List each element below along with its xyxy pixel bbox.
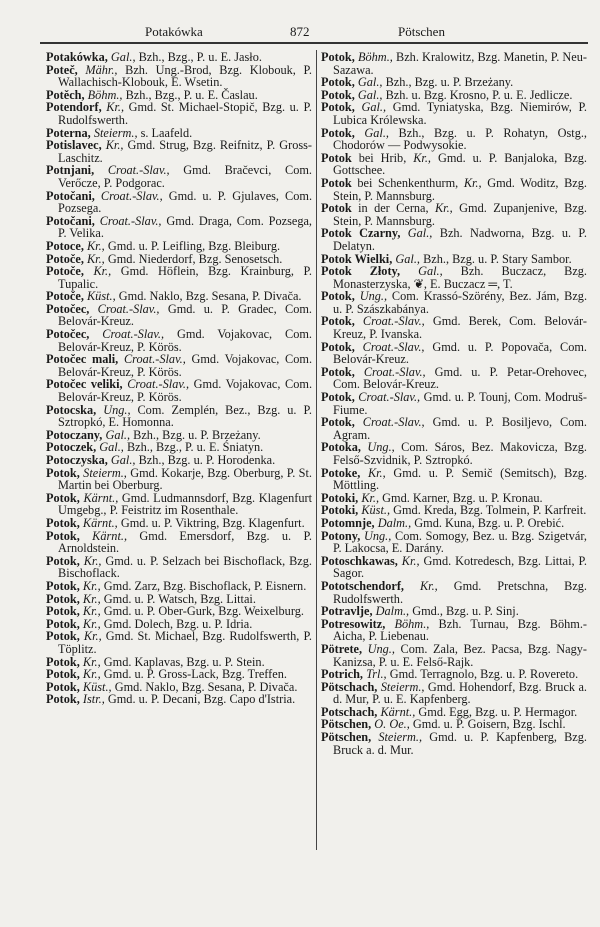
entry-region: Croat.-Slav., bbox=[362, 415, 425, 430]
entry-name: Pototschendorf, bbox=[321, 578, 404, 593]
entry-region: Gal., bbox=[364, 125, 389, 140]
entry-name: Potrich, bbox=[321, 667, 364, 682]
entry-name: Potoče, bbox=[46, 289, 84, 304]
entry-name: Pötrete, bbox=[321, 641, 363, 656]
gazetteer-entry bbox=[46, 215, 312, 240]
entry-region: Gal., bbox=[99, 440, 124, 455]
entry-details: Gmd. Naklo, Bzg. Sesana, P. Divača. bbox=[118, 289, 302, 304]
entry-region: Gal., bbox=[361, 100, 387, 115]
gazetteer-entry bbox=[321, 202, 587, 227]
entry-details: Bzh., Bzg. u. P. Brzeżany. bbox=[385, 75, 514, 90]
entry-details: Bzh., Bzg., P. u. E. Jasło. bbox=[138, 50, 262, 64]
entry-details: Gmd. u. P. Goisern, Bzg. Ischl. bbox=[412, 717, 566, 732]
entry-region: Kr., bbox=[82, 616, 101, 631]
entry-details: Gmd. u. P. Petar-Orehovec, Com. Belovár-Kreuz. bbox=[333, 364, 587, 392]
entry-region: Kr., bbox=[463, 175, 482, 190]
entry-details: Gmd. St. Michael, Bzg. Rudolfswerth, P. Töplitz. bbox=[58, 629, 313, 656]
gazetteer-entry bbox=[46, 353, 312, 378]
entry-region: Kr., bbox=[82, 604, 101, 619]
entry-details: Gmd. u. P. Watsch, Bzg. Littai. bbox=[103, 591, 256, 606]
entry-name: Potok, bbox=[46, 679, 80, 694]
entry-details: Gmd. u. P. Gross-Lack, Bzg. Treffen. bbox=[103, 667, 287, 682]
entry-details: Bzh., Bzg. u. P. Brzeżany. bbox=[133, 427, 261, 442]
gazetteer-entry bbox=[46, 101, 312, 126]
entry-name: Potschach, bbox=[321, 704, 378, 719]
entry-name: Potok Czarny, bbox=[321, 226, 401, 241]
entry-name: Potočani, bbox=[46, 213, 95, 228]
entry-name: Potok, bbox=[46, 629, 80, 644]
entry-name: Potok, bbox=[321, 50, 355, 64]
gazetteer-entry bbox=[321, 643, 587, 668]
entry-name: Potislavec, bbox=[46, 138, 102, 153]
entry-name: Potok, bbox=[46, 490, 80, 505]
entry-name: Potoče, bbox=[46, 264, 84, 279]
entry-name: Potok, bbox=[46, 591, 80, 606]
entry-details: Com. Sáros, Bez. Makovicza, Bzg. Felső-Szvidnik, P. Sztropkó. bbox=[333, 440, 587, 467]
entry-details: Gmd. u. P. Gradec, Com. Belovár-Kreuz. bbox=[58, 301, 313, 329]
entry-details: Gmd. St. Michael-Stopič, Bzg. u. P. Rudolfswerth. bbox=[58, 100, 312, 127]
entry-region: Kärnt., bbox=[92, 528, 128, 543]
entry-region: Kr., bbox=[82, 591, 101, 606]
entry-details: Com. Somogy, Bez. u. Bzg. Szigetvár, P. Lakocsa, E. Darány. bbox=[333, 528, 587, 556]
gazetteer-entry bbox=[321, 152, 587, 177]
gazetteer-entry bbox=[321, 681, 587, 706]
gazetteer-entry bbox=[321, 290, 587, 315]
gazetteer-entry bbox=[321, 416, 587, 441]
entry-name: Potok, bbox=[321, 289, 355, 304]
entry-region: Ung., bbox=[367, 641, 395, 656]
entry-region: Dalm., bbox=[375, 604, 410, 619]
entry-details: Gmd. Tyniatyska, Bzg. Niemirów, P. Lubica Królewska. bbox=[333, 100, 588, 127]
gazetteer-entry bbox=[46, 164, 312, 189]
entry-region: Croat.-Slav., bbox=[99, 213, 162, 228]
entry-details: Gmd., Bzg. u. P. Sinj. bbox=[412, 604, 519, 619]
gazetteer-entry bbox=[321, 467, 587, 492]
entry-name: Poteč, bbox=[46, 62, 78, 77]
entry-name: Potok, bbox=[46, 604, 80, 619]
entry-region: Gal., bbox=[110, 50, 136, 64]
entry-details: Gmd. Dolech, Bzg. u. P. Idria. bbox=[103, 616, 253, 631]
entry-name: Potok, bbox=[321, 125, 355, 140]
entry-details: Gmd. Woditz, Bzg. Stein, P. Mannsburg. bbox=[333, 175, 587, 203]
entry-region: Steierm., bbox=[378, 730, 423, 745]
entry-details: Gmd. Kaplavas, Bzg. u. P. Stein. bbox=[103, 654, 265, 669]
entry-region: Steierm., bbox=[83, 465, 127, 480]
entry-name: Potoschkawas, bbox=[321, 553, 398, 568]
entry-details: Com. Krassó-Szörény, Bez. Jám, Bzg. u. P. Szászkabánya. bbox=[333, 289, 588, 316]
entry-region: Croat.-Slav., bbox=[107, 163, 170, 178]
entry-region: Croat.-Slav., bbox=[362, 339, 425, 354]
gazetteer-entry bbox=[46, 64, 312, 89]
entry-region: Gal., bbox=[357, 87, 383, 102]
entry-region: Kr., bbox=[82, 654, 101, 669]
entry-details: Gmd. u. P. Viktring, Bzg. Klagenfurt. bbox=[120, 515, 305, 530]
entry-details: Gmd. Karner, Bzg. u. P. Kronau. bbox=[382, 490, 543, 505]
entry-region: O. Oe., bbox=[374, 717, 410, 732]
entry-region: Gal., bbox=[105, 427, 131, 442]
entry-region: Gal., bbox=[407, 226, 433, 241]
entry-name: Potok, bbox=[46, 616, 80, 631]
entry-region: Kr., bbox=[413, 150, 432, 165]
entry-name: Potoka, bbox=[321, 440, 361, 455]
entry-region: Kr., bbox=[93, 264, 112, 279]
entry-region: Croat.-Slav., bbox=[100, 188, 163, 203]
entry-details: Bzh. Ung.-Brod, Bzg. Klobouk, P. Wallachisch-Klobouk, E. Wsetin. bbox=[58, 62, 313, 90]
entry-name: Potravlje, bbox=[321, 604, 373, 619]
entry-region: Croat.-Slav., bbox=[102, 327, 165, 342]
entry-name: Potnjani, bbox=[46, 163, 95, 178]
entry-details: Gmd. u. P. Semič (Semitsch), Bzg. Möttling. bbox=[333, 465, 588, 493]
entry-name: Potok, bbox=[46, 528, 80, 543]
entry-region: Kr., bbox=[83, 553, 102, 568]
entry-details: Gmd. u. P. Ober-Gurk, Bzg. Weixelburg. bbox=[103, 604, 304, 619]
entry-details: Gmd. u. P. Kapfenberg, Bzg. Bruck a. d. Mur. bbox=[333, 730, 587, 757]
right-column bbox=[321, 51, 587, 756]
entry-region: Trl., bbox=[366, 667, 387, 682]
gazetteer-entry bbox=[46, 630, 312, 655]
gazetteer-entry bbox=[321, 341, 587, 366]
entry-region: Kr., bbox=[106, 100, 125, 115]
entry-name-suffix: in der Cerna, bbox=[351, 201, 429, 216]
entry-region: Ung., bbox=[363, 528, 392, 543]
entry-region: Kr., bbox=[83, 629, 102, 644]
entry-details: Gmd. u. P. Bosiljevo, Com. Agram. bbox=[333, 415, 587, 442]
entry-details: Gmd. u. P. Gjulaves, Com. Pozsega. bbox=[58, 188, 313, 216]
entry-details: Gmd. Berek, Com. Belovár-Kreuz, P. Ivanska. bbox=[333, 314, 587, 342]
entry-region: Kr., bbox=[82, 667, 101, 682]
entry-region: Kr., bbox=[86, 238, 105, 253]
entry-name: Poterna, bbox=[46, 125, 91, 140]
entry-details: Gmd. Kuna, Bzg. u. P. Orebić. bbox=[414, 515, 565, 530]
entry-details: Bzh. Buczacz, Bzg. Monasterzyska, ❦, E. Buczacz ═, T. bbox=[333, 264, 587, 291]
entry-name: Potoczyska, bbox=[46, 453, 108, 467]
gazetteer-entry bbox=[46, 555, 312, 580]
gazetteer-entry bbox=[46, 303, 312, 328]
gazetteer-entry bbox=[46, 265, 312, 290]
entry-details: Gmd. Kreda, Bzg. Tolmein, P. Karfreit. bbox=[393, 503, 587, 518]
gazetteer-entry bbox=[321, 265, 587, 290]
entry-region: Croat.-Slav., bbox=[97, 301, 160, 316]
entry-details: Gmd. Egg, Bzg. u. P. Hermagor. bbox=[418, 704, 578, 719]
entry-name-suffix: bei Hrib, bbox=[351, 150, 407, 165]
entry-region: Gal., bbox=[395, 251, 420, 266]
entry-name: Potoki, bbox=[321, 490, 359, 505]
entry-details: Bzh., Bzg., P. u. E. Śniatyn. bbox=[126, 440, 264, 455]
entry-name: Potomnje, bbox=[321, 515, 375, 530]
entry-region: Ung., bbox=[367, 440, 395, 455]
gazetteer-entry bbox=[46, 328, 312, 353]
entry-details: Bzh., Bzg. u. P. Horodenka. bbox=[138, 453, 276, 467]
entry-details: Bzh., Bzg. u. P. Stary Sambor. bbox=[423, 251, 572, 266]
entry-name: Potok, bbox=[321, 415, 355, 430]
gazetteer-entry bbox=[321, 315, 587, 340]
entry-region: Ung., bbox=[103, 402, 131, 417]
entry-name: Potok bbox=[321, 201, 352, 216]
entry-region: Kr., bbox=[401, 553, 420, 568]
gazetteer-entry bbox=[321, 227, 587, 252]
left-column bbox=[46, 51, 312, 706]
gazetteer-entry bbox=[46, 378, 312, 403]
entry-details: Com. Zala, Bez. Pacsa, Bzg. Nagy-Kanizsa, P. u. E. Felső-Rajk. bbox=[333, 641, 587, 669]
entry-details: Gmd. Zupanjenive, Bzg. Stein, P. Mannsburg. bbox=[333, 201, 588, 228]
running-header-right: Pötschen bbox=[398, 24, 445, 39]
entry-name: Potočec, bbox=[46, 301, 90, 316]
gazetteer-entry bbox=[321, 441, 587, 466]
entry-region: Croat.-Slav., bbox=[123, 352, 186, 367]
entry-region: Kr., bbox=[86, 251, 105, 266]
gazetteer-entry bbox=[46, 467, 312, 492]
gazetteer-entry bbox=[321, 51, 587, 76]
entry-region: Böhm., bbox=[394, 616, 430, 631]
entry-region: Croat.-Slav., bbox=[127, 377, 190, 392]
entry-region: Kr., bbox=[434, 201, 453, 216]
entry-name: Potok, bbox=[321, 314, 355, 329]
gazetteer-entry bbox=[321, 127, 587, 152]
entry-region: Küst., bbox=[86, 289, 116, 304]
entry-details: Gmd. Draga, Com. Pozsega, P. Velika. bbox=[58, 213, 313, 241]
gazetteer-entry bbox=[321, 101, 587, 126]
entry-name: Potočec, bbox=[46, 327, 90, 342]
entry-details: Gmd. u. P. Decani, Bzg. Capo d'Istria. bbox=[107, 692, 296, 707]
entry-region: Steierm., bbox=[93, 125, 138, 140]
entry-name: Pötschen, bbox=[321, 730, 372, 745]
entry-region: Kärnt., bbox=[82, 515, 118, 530]
entry-name: Potok, bbox=[321, 390, 355, 405]
entry-details: Gmd. Pretschna, Bzg. Rudolfswerth. bbox=[333, 578, 588, 606]
gazetteer-entry bbox=[46, 139, 312, 164]
entry-details: Gmd. u. P. Tounj, Com. Modruš-Fiume. bbox=[333, 390, 588, 417]
entry-details: Com. Zemplén, Bez., Bzg. u. P. Sztropkó, E. Homonna. bbox=[58, 402, 312, 430]
entry-name: Potok, bbox=[321, 364, 355, 379]
entry-details: Gmd. Strug, Bzg. Reifnitz, P. Gross-Laschitz. bbox=[58, 138, 313, 165]
entry-region: Kärnt., bbox=[83, 490, 119, 505]
entry-details: Bzh., Bzg. u. P. Rohatyn, Ostg., Chodorów — Podwysokie. bbox=[333, 125, 587, 153]
entry-details: Gmd. Kotredesch, Bzg. Littai, P. Sagor. bbox=[333, 553, 588, 581]
entry-region: Croat.-Slav., bbox=[363, 364, 426, 379]
entry-details: Gmd. u. P. Banjaloka, Bzg. Gottschee. bbox=[333, 150, 587, 178]
entry-details: Gmd. Kokarje, Bzg. Oberburg, P. St. Martin bei Oberburg. bbox=[58, 465, 312, 493]
entry-details: Gmd. Naklo, Bzg. Sesana, P. Divača. bbox=[114, 679, 298, 694]
entry-name: Potoczek, bbox=[46, 440, 97, 455]
entry-name: Potok, bbox=[46, 515, 80, 530]
entry-details: Gmd. Höflein, Bzg. Krainburg, P. Tupalic. bbox=[58, 264, 312, 291]
entry-region: Küst., bbox=[361, 503, 391, 518]
entry-name: Potok bbox=[321, 175, 352, 190]
entry-details: Gmd. Niederdorf, Bzg. Senosetsch. bbox=[107, 251, 283, 266]
entry-region: Kr., bbox=[105, 138, 124, 153]
entry-region: Böhm., bbox=[87, 87, 123, 102]
entry-details: Bzh. u. Bzg. Krosno, P. u. E. Jedlicze. bbox=[385, 87, 573, 102]
entry-name: Potok, bbox=[46, 465, 80, 480]
entry-name: Potocska, bbox=[46, 402, 97, 417]
entry-region: Steierm., bbox=[380, 679, 425, 694]
gazetteer-entry bbox=[321, 391, 587, 416]
entry-name: Potoczany, bbox=[46, 427, 103, 442]
entry-name: Potok, bbox=[321, 339, 355, 354]
entry-name: Potok Wielki, bbox=[321, 251, 393, 266]
entry-name: Potočec veliki, bbox=[46, 377, 123, 392]
entry-name: Potony, bbox=[321, 528, 361, 543]
entry-region: Istr., bbox=[82, 692, 105, 707]
entry-name: Potok, bbox=[321, 87, 355, 102]
entry-name: Potok, bbox=[321, 100, 355, 115]
entry-region: Dalm., bbox=[377, 515, 412, 530]
entry-details: s. Laafeld. bbox=[140, 125, 193, 140]
entry-details: Gmd. Emersdorf, Bzg. u. P. Arnoldstein. bbox=[58, 528, 313, 556]
entry-region: Böhm., bbox=[358, 50, 393, 64]
entry-details: Gmd. Hohendorf, Bzg. Bruck a. d. Mur, P. u. E. Kapfenberg. bbox=[333, 679, 587, 707]
entry-name: Potok, bbox=[46, 553, 80, 568]
entry-details: Gmd. Vojakovac, Com. Belovár-Kreuz, P. Körös. bbox=[58, 377, 313, 405]
entry-region: Ung., bbox=[359, 289, 388, 304]
entry-name: Potoki, bbox=[321, 503, 359, 518]
entry-name: Potok bbox=[321, 150, 352, 165]
entry-region: Kr., bbox=[419, 578, 438, 593]
entry-name: Potok, bbox=[46, 578, 80, 593]
entry-name: Potakówka, bbox=[46, 50, 108, 64]
entry-region: Kärnt., bbox=[380, 704, 416, 719]
entry-name: Pötschach, bbox=[321, 679, 378, 694]
entry-name: Potresowitz, bbox=[321, 616, 386, 631]
gazetteer-entry bbox=[46, 530, 312, 555]
entry-details: Gmd. Ludmannsdorf, Bzg. Klagenfurt Umgebg., P. Feistritz im Rosenthale. bbox=[58, 490, 313, 518]
entry-name: Potok, bbox=[46, 692, 80, 707]
page-number: 872 bbox=[290, 24, 310, 39]
gazetteer-entry bbox=[321, 731, 587, 756]
header-rule bbox=[40, 42, 588, 44]
entry-region: Kr., bbox=[82, 578, 101, 593]
entry-region: Gal., bbox=[357, 75, 383, 90]
entry-region: Gal., bbox=[110, 453, 136, 467]
entry-region: Croat.-Slav., bbox=[358, 390, 421, 405]
entry-name: Potok, bbox=[46, 654, 80, 669]
entry-name: Potočec mali, bbox=[46, 352, 119, 367]
entry-details: Gmd. u. P. Leifling, Bzg. Bleiburg. bbox=[107, 238, 281, 253]
gazetteer-entry bbox=[321, 366, 587, 391]
entry-name: Potok Złoty, bbox=[321, 264, 401, 279]
gazetteer-entry bbox=[321, 618, 587, 643]
gazetteer-entry bbox=[321, 580, 587, 605]
entry-details: Gmd. u. P. Selzach bei Bischoflack, Bzg. Bischoflack. bbox=[58, 553, 312, 581]
entry-region: Gal., bbox=[418, 264, 443, 279]
entry-details: Gmd. Zarz, Bzg. Bischoflack, P. Eisnern. bbox=[103, 578, 307, 593]
gazetteer-entry bbox=[46, 492, 312, 517]
gazetteer-entry bbox=[321, 530, 587, 555]
entry-name: Potendorf, bbox=[46, 100, 102, 115]
entry-region: Croat.-Slav., bbox=[362, 314, 425, 329]
entry-details: Bzh. Kralowitz, Bzg. Manetin, P. Neu-Sazawa. bbox=[333, 50, 588, 77]
entry-name: Pötschen, bbox=[321, 717, 372, 732]
entry-details: Gmd. u. P. Popovača, Com. Belovár-Kreuz. bbox=[333, 339, 588, 367]
entry-name-suffix: bei Schenkenthurm, bbox=[351, 175, 459, 190]
entry-details: Gmd. Vojakovac, Com. Belovár-Kreuz, P. Körös. bbox=[58, 352, 313, 379]
entry-name: Potok, bbox=[46, 667, 80, 682]
entry-name: Potěch, bbox=[46, 87, 85, 102]
column-divider bbox=[316, 50, 317, 850]
entry-name: Potok, bbox=[321, 75, 355, 90]
entry-name: Potoce, bbox=[46, 238, 84, 253]
gazetteer-entry bbox=[321, 177, 587, 202]
entry-details: Gmd. Terragnolo, Bzg. u. P. Rovereto. bbox=[389, 667, 579, 682]
entry-region: Mähr., bbox=[85, 62, 118, 77]
running-header-left: Potakówka bbox=[145, 24, 203, 39]
entry-region: Küst., bbox=[82, 679, 112, 694]
gazetteer-entry bbox=[321, 555, 587, 580]
entry-name: Potočani, bbox=[46, 188, 95, 203]
entry-region: Kr., bbox=[367, 465, 386, 480]
entry-details: Gmd. Vojakovac, Com. Belovár-Kreuz, P. Körös. bbox=[58, 327, 312, 354]
entry-details: Bzh. Nadworna, Bzg. u. P. Delatyn. bbox=[333, 226, 587, 253]
gazetteer-entry bbox=[46, 693, 312, 706]
entry-details: Bzh. Turnau, Bzg. Böhm.-Aicha, P. Liebenau. bbox=[333, 616, 587, 644]
entry-details: Gmd. Bračevci, Com. Verőcze, P. Podgorac. bbox=[58, 163, 312, 190]
entry-name: Potoke, bbox=[321, 465, 361, 480]
entry-details: Bzh., Bzg., P. u. E. Časlau. bbox=[125, 87, 258, 102]
gazetteer-entry bbox=[46, 190, 312, 215]
entry-region: Kr., bbox=[361, 490, 380, 505]
entry-name: Potoče, bbox=[46, 251, 84, 266]
gazetteer-entry bbox=[46, 404, 312, 429]
